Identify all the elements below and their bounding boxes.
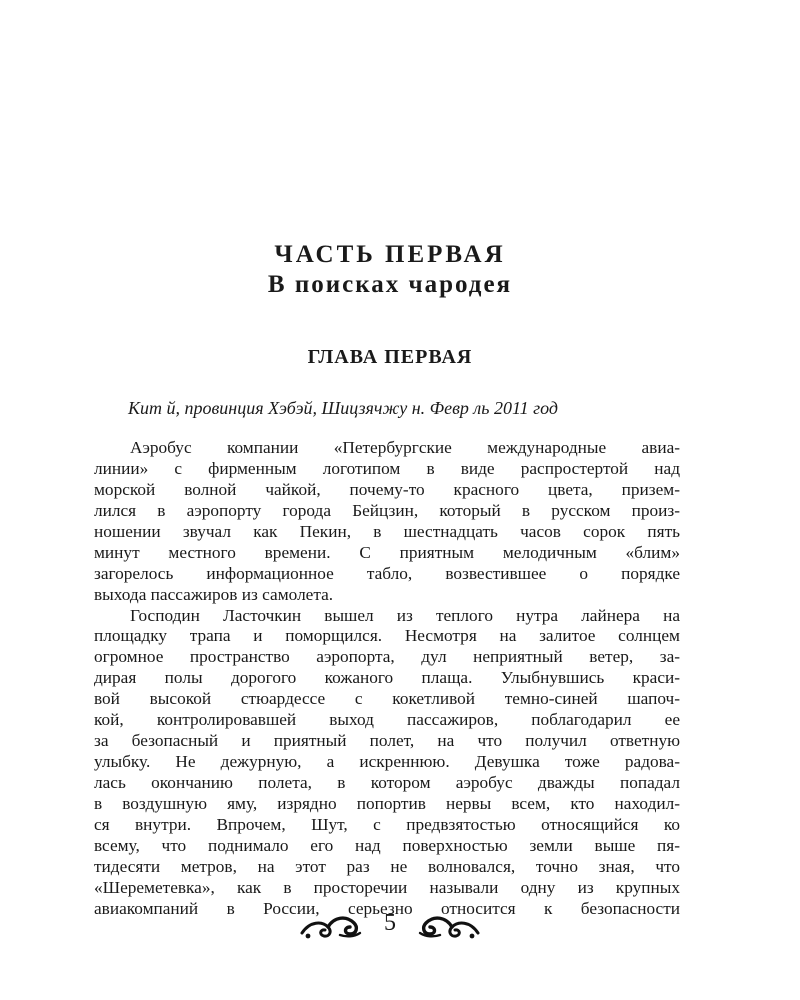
scroll-ornament-icon bbox=[418, 909, 480, 939]
chapter-heading: ГЛАВА ПЕРВАЯ bbox=[307, 346, 473, 368]
body-line: площадку трапа и поморщился. Несмотря на залитое солнцем bbox=[94, 626, 680, 646]
body-line: лась окончанию полета, в котором аэробус дважды попадал bbox=[94, 773, 680, 792]
body-line: дирая полы дорогого кожаного плаща. Улыбнувшись краси- bbox=[94, 668, 680, 688]
body-line: всему, что поднимало его над поверхностью земли выше пя- bbox=[94, 835, 680, 855]
part-title: В поисках чародея bbox=[267, 271, 513, 298]
body-line: авиакомпаний в России, серьезно относится к безопасности bbox=[94, 898, 680, 918]
body-line: вой высокой стюардессе с кокетливой темно-синей шапоч- bbox=[94, 689, 680, 709]
body-line: морской волной чайкой, почему-то красного цвета, призем- bbox=[94, 479, 680, 499]
body-line: линии» с фирменным логотипом в виде распростертой над bbox=[94, 458, 680, 478]
body-line: лился в аэропорту города Бейцзин, который в русском произ- bbox=[94, 500, 680, 520]
scroll-ornament-icon bbox=[300, 909, 362, 939]
body-line: минут местного времени. С приятным мелодичным «блим» bbox=[94, 542, 680, 562]
body-line: тидесяти метров, на этот раз не волновался, точно зная, что bbox=[94, 856, 680, 876]
body-line: кой, контролировавшей выход пассажиров, поблагодарил ее bbox=[94, 710, 680, 730]
part-heading: ЧАСТЬ ПЕРВАЯ bbox=[274, 241, 506, 268]
location-dateline: Кит й, провинция Хэбэй, Шицзячжу н. Февр ль 2011 год bbox=[128, 398, 559, 418]
body-line: за безопасный и приятный полет, на что получил ответную bbox=[94, 731, 680, 751]
body-line: огромное пространство аэропорта, дул неприятный ветер, за- bbox=[94, 647, 680, 667]
body-line: Господин Ласточкин вышел из теплого нутра лайнера на bbox=[130, 605, 680, 625]
body-text bbox=[94, 438, 680, 920]
body-line: «Шереметевка», как в просторечии называли одну из крупных bbox=[94, 877, 680, 897]
body-line: загорелось информационное табло, возвестившее о порядке bbox=[94, 563, 680, 583]
body-line: улыбку. Не дежурную, а искреннюю. Девушка тоже радова- bbox=[94, 752, 680, 772]
page-number: 5 bbox=[384, 910, 396, 936]
body-line: выхода пассажиров из самолета. bbox=[94, 584, 334, 604]
body-line: ношении звучал как Пекин, в шестнадцать часов сорок пять bbox=[94, 521, 680, 541]
page-folio bbox=[300, 905, 480, 945]
body-line: ся внутри. Впрочем, Шут, с предвзятостью относящийся ко bbox=[94, 814, 680, 834]
body-line: Аэробус компании «Петербургские международные авиа- bbox=[130, 438, 680, 457]
body-line: в воздушную яму, изрядно попортив нервы всем, кто находил- bbox=[94, 793, 680, 813]
